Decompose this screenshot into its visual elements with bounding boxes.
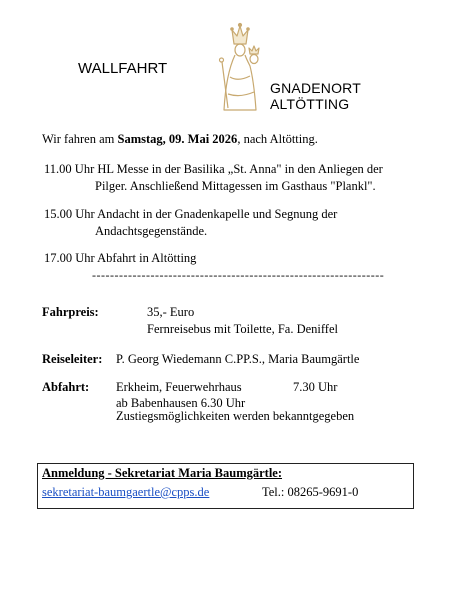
registration-email-link[interactable]: sekretariat-baumgaertle@cpps.de (42, 485, 210, 499)
intro-date: Samstag, 09. Mai 2026 (117, 132, 238, 146)
gnadenort-line2: ALTÖTTING (270, 96, 350, 112)
event-3-line1: 17.00 Uhr Abfahrt in Altötting (44, 251, 197, 265)
departure-place: Erkheim, Feuerwehrhaus (116, 380, 242, 394)
leaders-label: Reiseleiter: (42, 352, 103, 366)
fare-label: Fahrpreis: (42, 305, 99, 319)
fare-price: 35,- Euro (147, 305, 195, 319)
departure-note: Zustiegsmöglichkeiten werden bekanntgegeben (116, 409, 355, 423)
registration-title: Anmeldung - Sekretariat Maria Baumgärtle: (42, 466, 283, 480)
intro-after: , nach Altötting. (237, 132, 318, 146)
gnadenort-line1: GNADENORT (270, 80, 361, 96)
madonna-crown-logo-icon (216, 22, 266, 114)
leaders-names: P. Georg Wiedemann C.PP.S., Maria Baumgärtle (116, 352, 360, 366)
event-2-line1: 15.00 Uhr Andacht in der Gnadenkapelle und Segnung der (44, 207, 338, 221)
event-1-line1: 11.00 Uhr HL Messe in der Basilika „St. Anna" in den Anliegen der (44, 162, 383, 176)
departure-label: Abfahrt: (42, 380, 90, 394)
departure-second: ab Babenhausen 6.30 Uhr (116, 396, 246, 410)
intro-before: Wir fahren am (42, 132, 118, 146)
event-2-line2: Andachtsgegenstände. (95, 224, 208, 238)
departure-time: 7.30 Uhr (293, 380, 338, 394)
fare-bus: Fernreisebus mit Toilette, Fa. Deniffel (147, 322, 338, 336)
registration-phone: Tel.: 08265-9691-0 (262, 485, 359, 499)
dashed-separator: ----------------------------------------------------------------- (92, 268, 385, 282)
intro-text (42, 132, 318, 147)
event-1-line2: Pilger. Anschließend Mittagessen im Gasthaus "Plankl". (95, 179, 376, 193)
wallfahrt-title: WALLFAHRT (78, 60, 168, 77)
gnadenort-heading (270, 80, 361, 112)
